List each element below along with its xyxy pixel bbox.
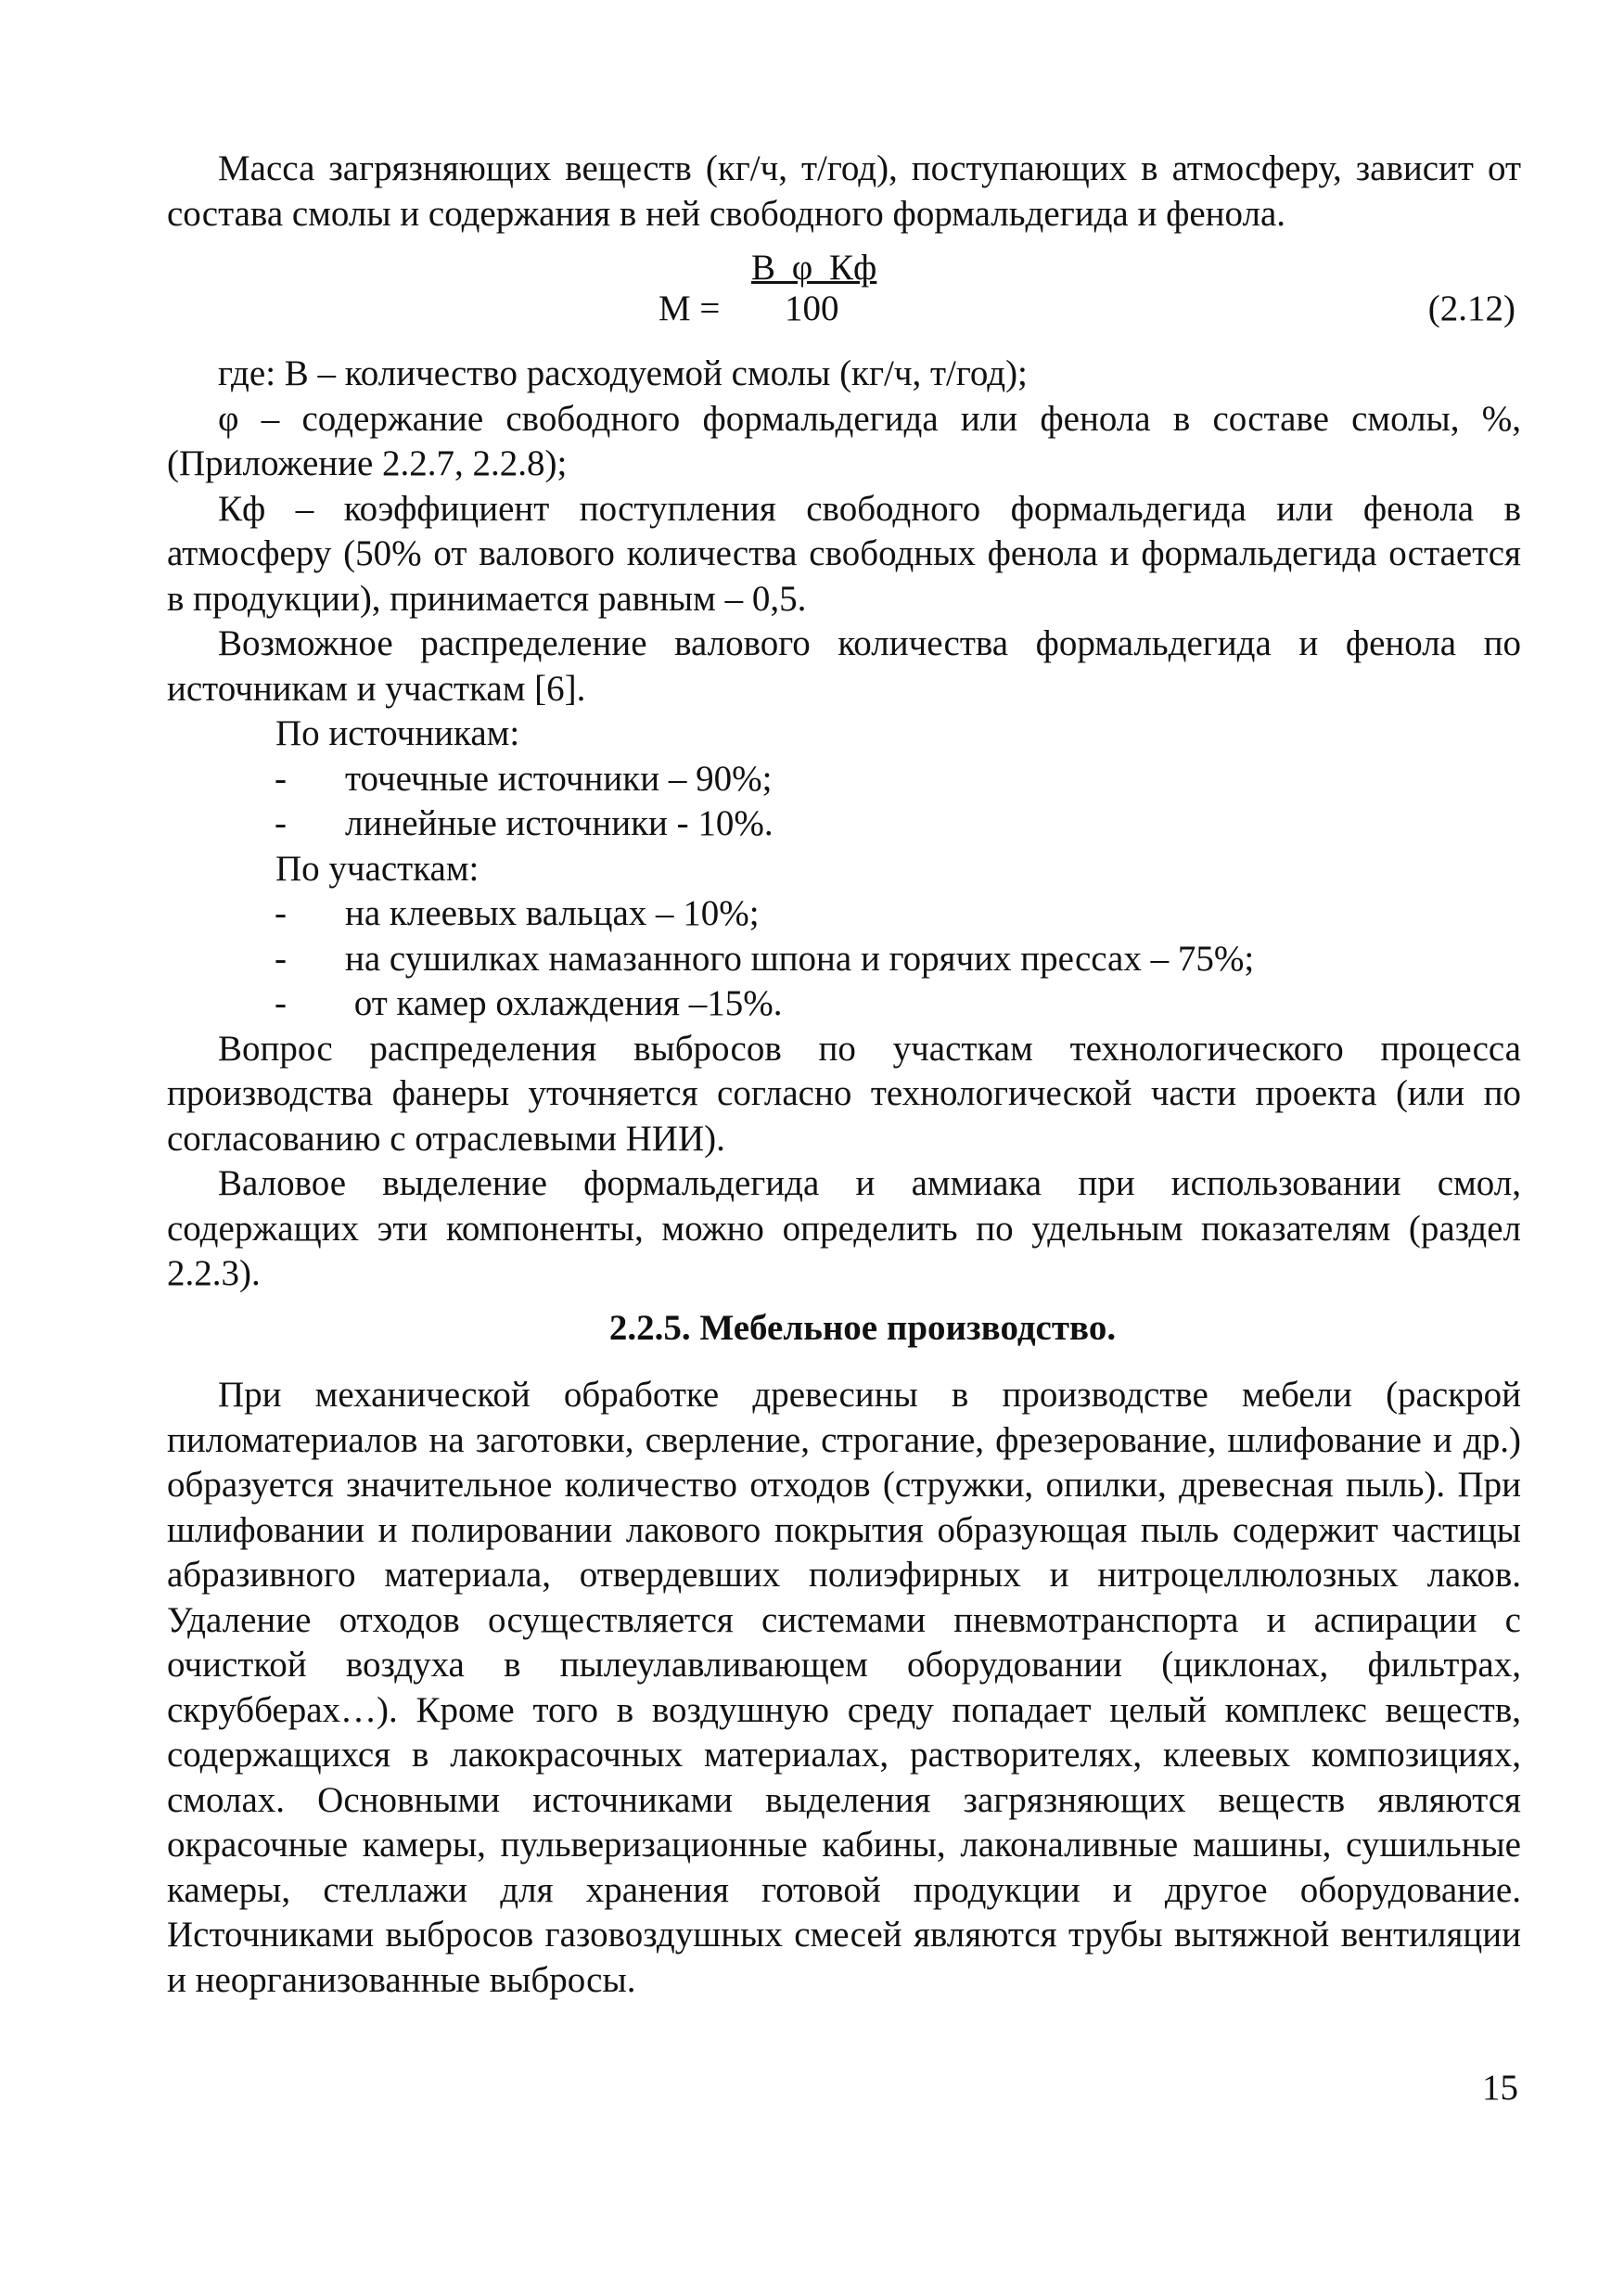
- list-item: [167, 891, 1521, 937]
- areas-list: [167, 891, 1521, 1027]
- paragraph-pollutant-mass: Масса загрязняющих веществ (кг/ч, т/год), поступающих в атмосферу, зависит от состава смолы и содержания в ней свободного формальдегида и фенола.: [167, 148, 1521, 234]
- paragraph-gross-emission: Валовое выделение формальдегида и аммиака при использовании смол, содержащих эти компоненты, можно определить по удельным показателям (раздел 2.2.3).: [167, 1163, 1521, 1293]
- section-heading: 2.2.5. Мебельное производство.: [608, 1307, 1117, 1348]
- sources-heading: По источникам:: [275, 713, 520, 753]
- paragraph-question: Вопрос распределения выбросов по участкам технологического процесса производства фанеры уточняется согласно технологической части проекта (или по согласованию с отраслевыми НИИ).: [167, 1028, 1521, 1159]
- definition-b: где: В – количество расходуемой смолы (кг/ч, т/год);: [218, 353, 1028, 393]
- list-dash: -: [275, 983, 287, 1023]
- list-item: [167, 801, 1521, 847]
- formula-lhs: М =: [659, 288, 721, 328]
- sources-list: [167, 757, 1521, 847]
- list-dash: -: [275, 803, 287, 843]
- definition-kf: Кф – коэффициент поступления свободного формальдегида или фенола в атмосферу (50% от валового количества свободных фенола и формальдегида остается в продукции), принимается равным – 0,5.: [167, 488, 1521, 619]
- formula-numerator: В φ Кф: [751, 248, 877, 288]
- page-content: [167, 147, 1521, 2003]
- list-item-text: на клеевых вальцах – 10%;: [345, 893, 760, 933]
- formula-2-12: [167, 246, 1521, 342]
- definition-phi: φ – содержание свободного формальдегида или фенола в составе смолы, %, (Приложение 2.2.7, 2.2.8);: [167, 398, 1521, 483]
- list-item: [167, 757, 1521, 802]
- list-item: [167, 937, 1521, 982]
- list-item-text: на сушилках намазанного шпона и горячих прессах – 75%;: [345, 938, 1255, 979]
- list-item-text: точечные источники – 90%;: [345, 758, 773, 799]
- areas-heading: По участкам:: [275, 848, 480, 889]
- paragraph-furniture: При механической обработке древесины в производстве мебели (раскрой пиломатериалов на заготовки, сверление, строгание, фрезерование, шлифование и др.) образуется значительное количество отходов (стружки, опилки, древесная пыль). При шлифовании и полировании лакового покрытия образующая пыль содержит частицы абразивного материала, отвердевших полиэфирных и нитроцеллюлозных лаков. Удаление отходов осуществляется системами пневмотранспорта и аспирации с очисткой воздуха в пылеулавливающем оборудовании (циклонах, фильтрах, скрубберах…). Кроме того в воздушную среду попадает целый комплекс веществ, содержащихся в лакокрасочных материалах, растворителях, клеевых композициях, смолах. Основными источниками выделения загрязняющих веществ являются окрасочные камеры, пульверизационные кабины, лаконаливные машины, сушильные камеры, стеллажи для хранения готовой продукции и другое оборудование. Источниками выбросов газовоздушных смесей являются трубы вытяжной вентиляции и неорганизованные выбросы.: [167, 1375, 1521, 2000]
- formula-denominator: 100: [785, 288, 839, 328]
- formula-number: (2.12): [1427, 288, 1515, 328]
- paragraph-distribution: Возможное распределение валового количества формальдегида и фенола по источникам и участкам [6].: [167, 623, 1521, 709]
- list-item: [167, 981, 1521, 1027]
- list-dash: -: [275, 893, 287, 933]
- page-number: 15: [1482, 2068, 1518, 2108]
- list-item-text: от камер охлаждения –15%.: [345, 983, 783, 1023]
- list-item-text: линейные источники - 10%.: [345, 803, 774, 843]
- list-dash: -: [275, 758, 287, 799]
- list-dash: -: [275, 938, 287, 979]
